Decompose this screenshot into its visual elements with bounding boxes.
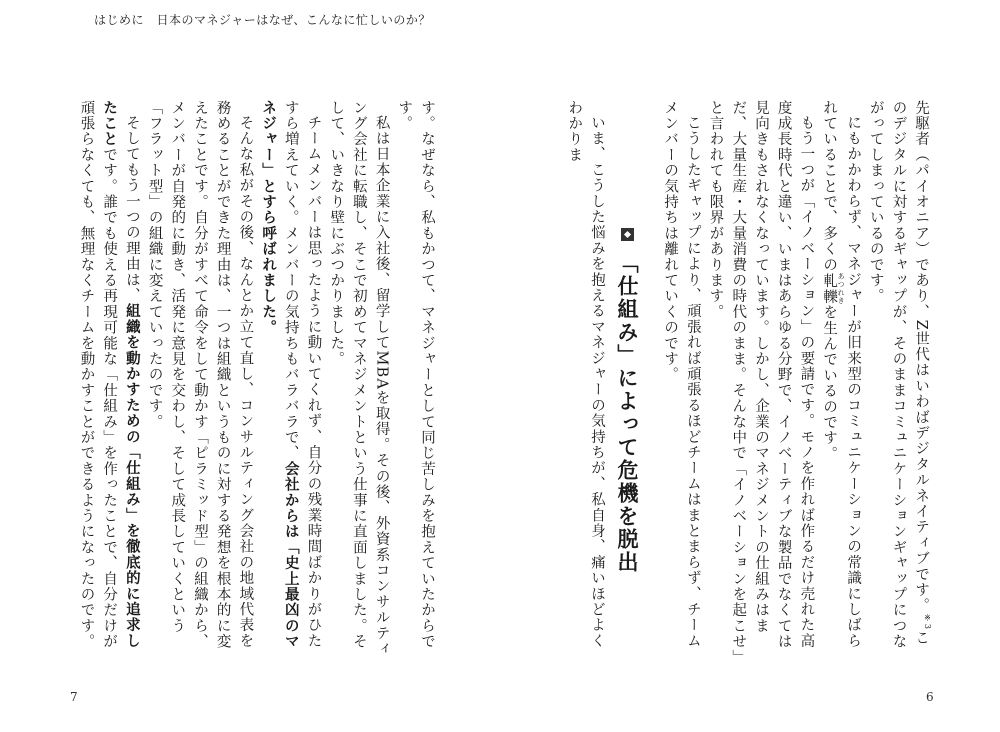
page-number-right: 6	[926, 690, 934, 704]
paragraph	[864, 100, 938, 660]
paragraph-text: 先駆者（パイオニア）であり、Z世代はいわばデジタルネイティブです。	[913, 100, 930, 614]
ruby-reading: あつれき	[837, 272, 846, 306]
right-page-continuation	[568, 100, 608, 660]
paragraph: そんな私がその後、なんとか立て直し、コンサルティング会社の地域代表を務めることができた理由は、一つは組織というものに対する発想を根本的に変えたことです。自分がすべて命令をして動かす「ピラミッド型」の組織から、メンバーが自発的に動き、活発に意見を交わし、そして成長していくという「フラット型」の組織に変えていったのです。	[146, 100, 254, 650]
section-heading	[612, 228, 642, 574]
paragraph	[817, 100, 864, 660]
emphasis-text: 組織を動かすための「仕組み」を徹底的に追求したこと	[101, 100, 140, 649]
left-page-body	[58, 100, 438, 660]
paragraph-text: にもかかわらず、マネジャーが旧来型のコミュニケーションの常識にしばられていることで、多くの	[821, 100, 862, 649]
heading-bullet-icon	[621, 228, 634, 241]
paragraph	[256, 100, 324, 660]
paragraph: す。なぜなら、私もかつて、マネジャーとして同じ苦しみを抱えていたからです。	[396, 100, 435, 650]
emphasis-text: 会社からは「史上最凶のマネジャー」とすら呼ばれました。	[260, 100, 299, 650]
right-page-body	[662, 100, 938, 660]
section-heading-text: 「仕組み」によって危機を脱出	[615, 252, 639, 575]
paragraph-text: このデジタルに対するギャップが、そのままコミュニケーションギャップにつながってしまっているのです。	[867, 100, 930, 650]
paragraph	[75, 100, 143, 660]
paragraph-text: チームメンバーは思ったように動いてくれず、自分の残業時間ばかりがひたすら増えていく。メンバーの気持ちもバラバラで、	[282, 100, 322, 649]
paragraph: 私は日本企業に入社後、留学してMBAを取得。その後、外資系コンサルティング会社に転職し、そこで初めてマネジメントという仕事に直面しました。そして、いきなり壁にぶつかりました。	[328, 100, 390, 657]
paragraph: いま、こうした悩みを抱えるマネジャーの気持ちが、私自身、痛いほどよくわかりま	[566, 100, 605, 649]
ruby-word: 軋轢 あつれき	[821, 272, 846, 306]
paragraph-text: を生んでいるのです。	[821, 304, 838, 462]
page-number-left: 7	[70, 690, 78, 704]
paragraph: もう一つが「イノベーション」の要請です。モノを作れば作るだけ売れた高度成長時代と違い、いまはあらゆる分野で、イノベーティブな製品でなくては見向きもされなくなっています。しかし、企業のマネジメントの仕組みはまだ、大量生産・大量消費の時代のまま。そんな中で「イノベーションを起こせ」と言われても限界があります。	[707, 100, 815, 658]
paragraph-text: です。誰でも使える再現可能な「仕組み」を作ったことで、自分だけが頑張らなくても、無理なくチームを動かすことができるようになったのです。	[78, 100, 118, 650]
footnote-ref: ※3	[923, 613, 932, 631]
running-head: はじめに 日本のマネジャーはなぜ、こんなに忙しいのか？	[94, 13, 431, 27]
paragraph-text: そしてもう一つの理由は、	[123, 114, 140, 303]
paragraph: こうしたギャップにより、頑張れば頑張るほどチームはまとまらず、チームメンバーの気持ちは離れていくのです。	[662, 100, 701, 649]
